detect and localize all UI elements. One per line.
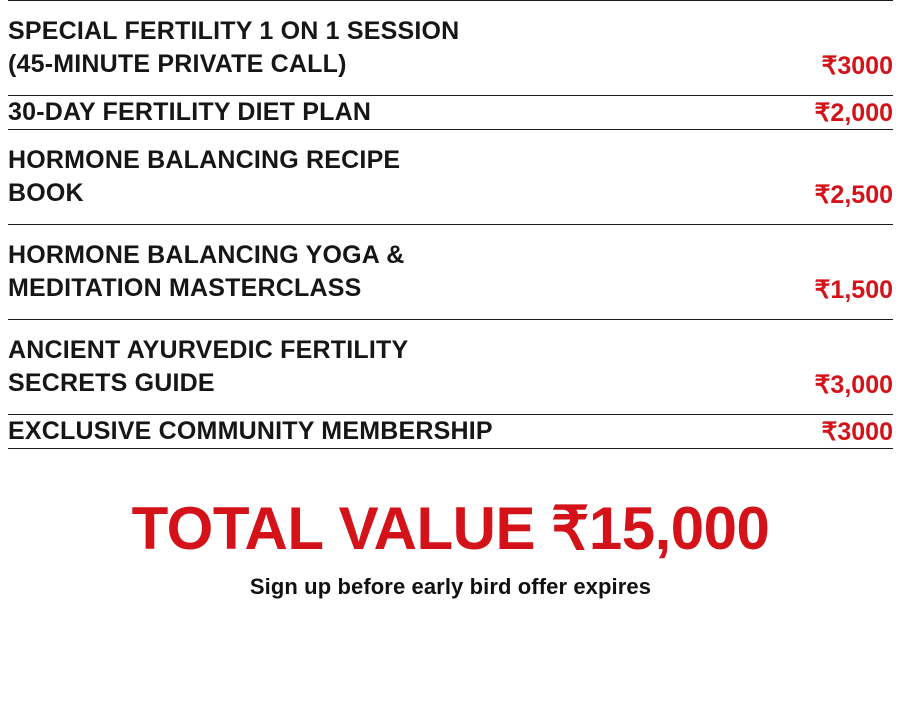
item-price: ₹3,000 xyxy=(814,371,893,399)
item-price: ₹2,000 xyxy=(814,98,893,127)
table-row xyxy=(8,320,893,415)
table-row xyxy=(8,225,893,320)
item-price: ₹3000 xyxy=(821,417,893,446)
item-label: 30-DAY FERTILITY DIET PLAN xyxy=(8,98,372,126)
table-row xyxy=(8,415,893,449)
item-label: SPECIAL FERTILITY 1 ON 1 SESSION (45-MINUTE PRIVATE CALL) xyxy=(8,17,460,78)
item-label: HORMONE BALANCING RECIPE BOOK xyxy=(8,146,401,207)
item-label: HORMONE BALANCING YOGA & MEDITATION MASTERCLASS xyxy=(8,241,405,302)
item-label: EXCLUSIVE COMMUNITY MEMBERSHIP xyxy=(8,417,493,445)
offer-footnote: Sign up before early bird offer expires xyxy=(249,574,652,599)
item-price: ₹2,500 xyxy=(814,181,893,209)
table-row xyxy=(8,96,893,130)
value-table-body xyxy=(8,1,893,449)
total-value-text: TOTAL VALUE ₹15,000 xyxy=(131,495,770,562)
item-price: ₹3000 xyxy=(821,52,893,80)
table-row xyxy=(8,130,893,225)
item-label: ANCIENT AYURVEDIC FERTILITY SECRETS GUIDE xyxy=(8,336,409,397)
item-price: ₹1,500 xyxy=(814,276,893,304)
total-block xyxy=(8,497,893,600)
value-table xyxy=(8,0,893,449)
table-row xyxy=(8,1,893,96)
